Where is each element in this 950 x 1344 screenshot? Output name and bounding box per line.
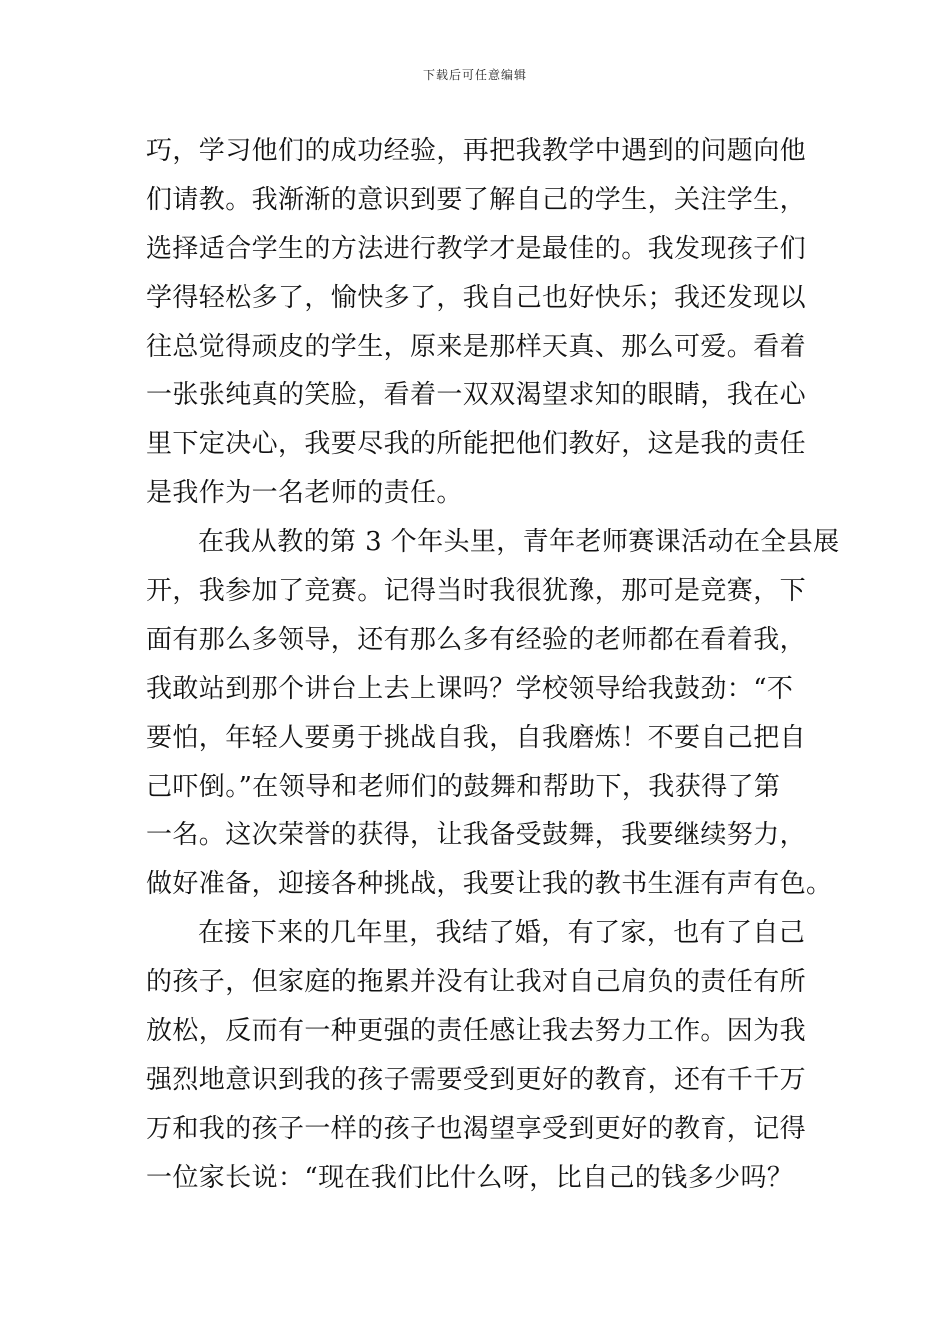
text-line: 面有那么多领导，还有那么多有经验的老师都在看着我， xyxy=(146,624,807,655)
text-line: 强烈地意识到我的孩子需要受到更好的教育，还有千千万 xyxy=(146,1064,807,1095)
paragraph-1 xyxy=(146,127,810,518)
page-header: 下载后可任意编辑 xyxy=(422,68,527,82)
text-line: 们请教。我渐渐的意识到要了解自己的学生，关注学生， xyxy=(146,184,807,215)
text-line: 一位家长说：“现在我们比什么呀，比自己的钱多少吗？ xyxy=(146,1162,794,1193)
text-line: 里下定决心，我要尽我的所能把他们教好，这是我的责任 xyxy=(146,429,807,460)
text-line: 做好准备，迎接各种挑战，我要让我的教书生涯有声有色。 xyxy=(146,869,833,900)
text-line: 万和我的孩子一样的孩子也渴望享受到更好的教育，记得 xyxy=(146,1113,807,1144)
text-line: 一张张纯真的笑脸，看着一双双渴望求知的眼睛，我在心 xyxy=(146,380,807,411)
text-line: 开，我参加了竞赛。记得当时我很犹豫，那可是竞赛，下 xyxy=(146,576,807,607)
body-text xyxy=(146,127,840,1203)
paragraph-2 xyxy=(146,518,840,909)
text-line: 己吓倒。”在领导和老师们的鼓舞和帮助下，我获得了第 xyxy=(146,771,781,802)
text-line: 一名。这次荣誉的获得，让我备受鼓舞，我要继续努力， xyxy=(146,820,807,851)
text-line: 选择适合学生的方法进行教学才是最佳的。我发现孩子们 xyxy=(146,233,807,264)
text-line: 要怕，年轻人要勇于挑战自我，自我磨炼！不要自己把自 xyxy=(146,722,807,753)
text-line: 学得轻松多了，愉快多了，我自己也好快乐；我还发现以 xyxy=(146,282,807,313)
paragraph-3 xyxy=(146,909,810,1202)
text-line: 放松，反而有一种更强的责任感让我去努力工作。因为我 xyxy=(146,1016,807,1047)
text-line: 往总觉得顽皮的学生，原来是那样天真、那么可爱。看着 xyxy=(146,331,807,362)
text-line: 巧，学习他们的成功经验，再把我教学中遇到的问题向他 xyxy=(146,136,807,166)
text-line: 的孩子，但家庭的拖累并没有让我对自己肩负的责任有所 xyxy=(146,967,807,998)
text-line: 在我从教的第 3 个年头里，青年老师赛课活动在全县展 xyxy=(198,527,840,558)
text-line: 是我作为一名老师的责任。 xyxy=(146,478,463,509)
text-line: 在接下来的几年里，我结了婚，有了家，也有了自己 xyxy=(198,918,806,949)
text-line: 我敢站到那个讲台上去上课吗？学校领导给我鼓劲：“不 xyxy=(146,673,794,704)
